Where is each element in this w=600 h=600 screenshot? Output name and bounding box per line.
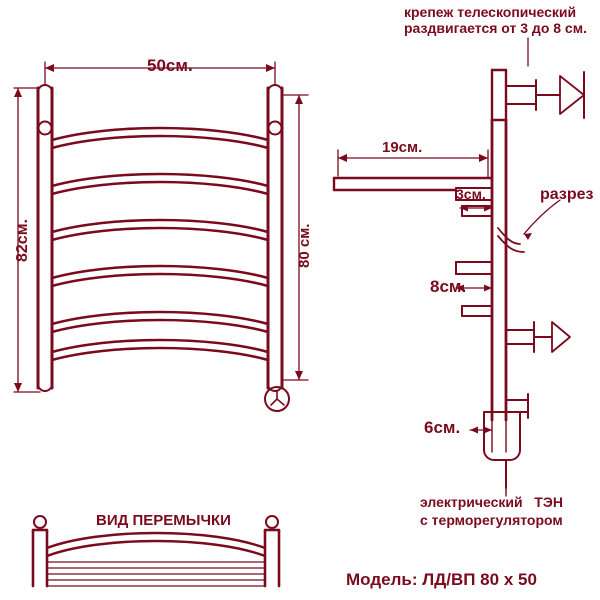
label-heater-note-line2: с терморегулятором	[420, 512, 563, 528]
right-wall-mount	[269, 122, 282, 135]
label-dim-3: 3см.	[456, 186, 486, 202]
label-model-title: Модель: ЛД/ВП 80 х 50	[346, 570, 537, 589]
label-cut: разрез	[540, 186, 594, 203]
heater-knob-left-view	[265, 387, 289, 411]
rungs	[52, 128, 268, 360]
dim-6	[470, 427, 492, 434]
label-height-82: 82см.	[14, 219, 31, 262]
cut-detail	[498, 228, 524, 252]
label-dim-19: 19см.	[382, 139, 423, 156]
label-mount-note-line2: раздвигается от 3 до 8 см.	[404, 20, 587, 36]
cut-leader-line	[524, 200, 560, 240]
label-heater-note-line1: электрический ТЭН	[420, 494, 563, 510]
side-profile-post	[492, 120, 506, 420]
label-dim-6: 6см.	[424, 418, 461, 437]
label-bridge-view: ВИД ПЕРЕМЫЧКИ	[96, 512, 231, 529]
left-wall-mount	[39, 122, 52, 135]
label-mount-note-line1: крепеж телескопический	[404, 4, 577, 20]
label-width-50: 50см.	[147, 56, 193, 75]
label-dim-8: 8см.	[430, 277, 467, 296]
telescopic-mount-top	[492, 70, 584, 120]
label-height-80: 80 см.	[296, 223, 313, 268]
wall-bracket-middle	[506, 322, 570, 352]
